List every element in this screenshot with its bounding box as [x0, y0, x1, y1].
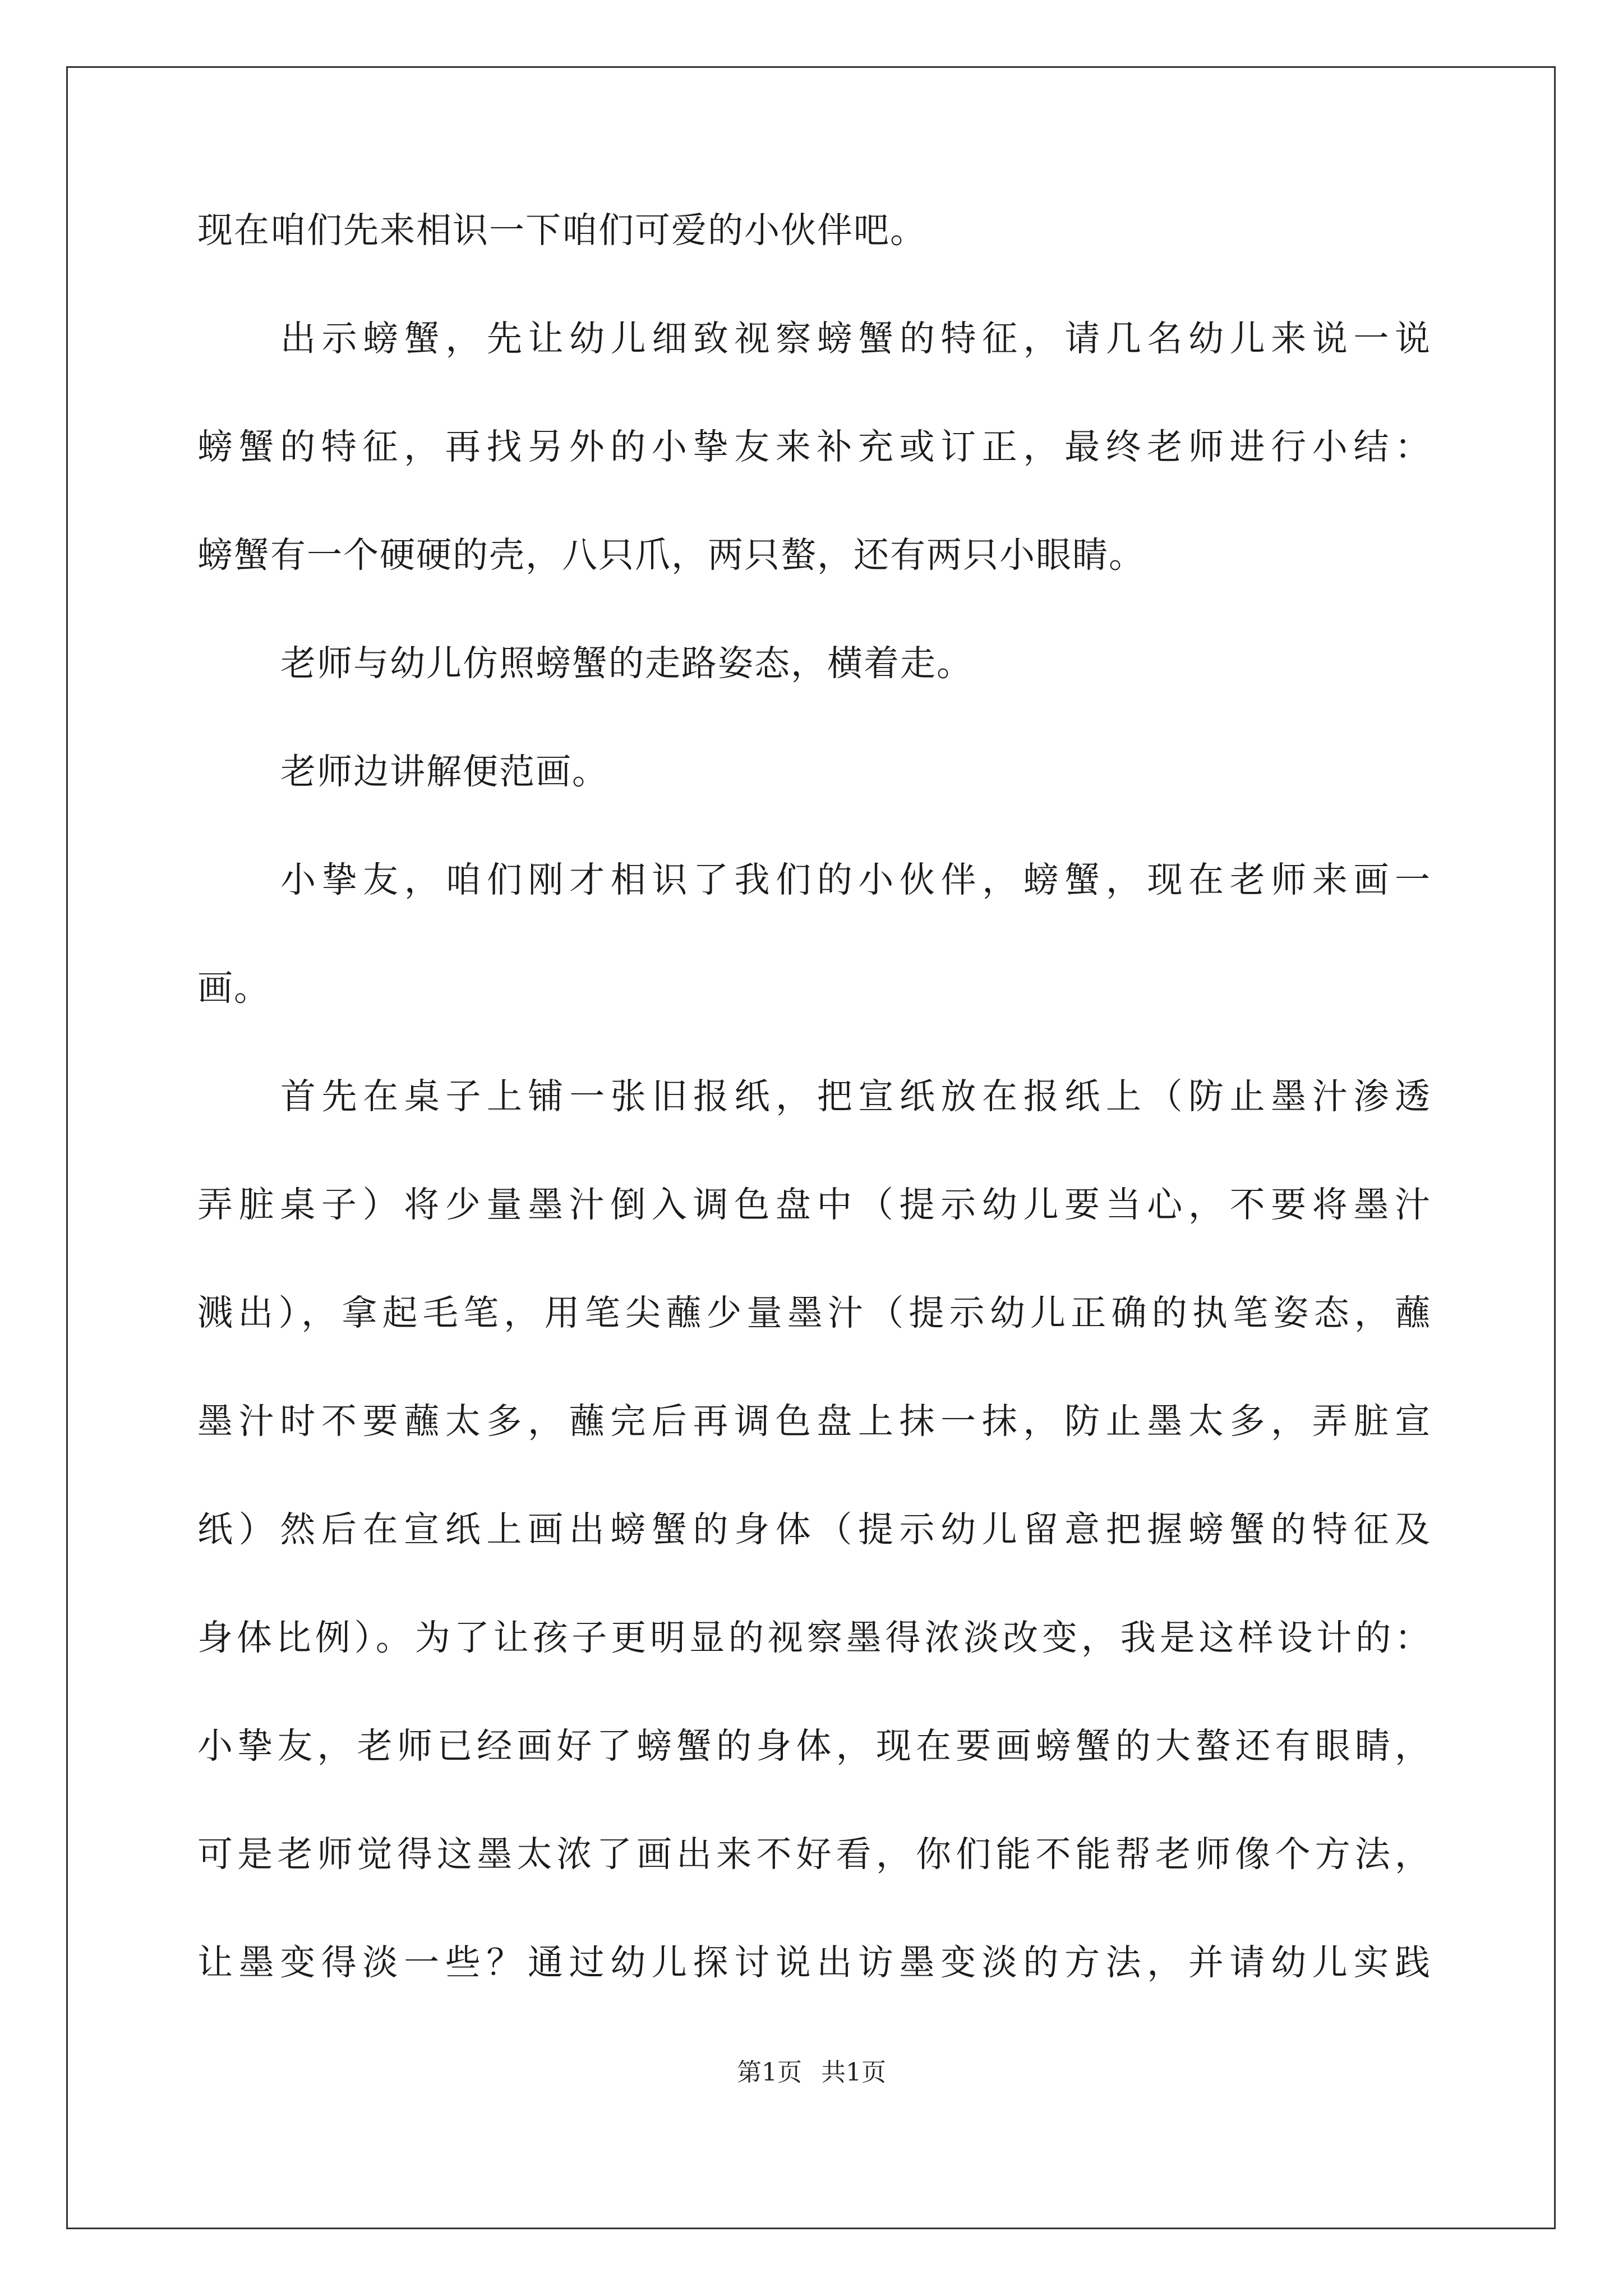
text-line: 现在咱们先来相识一下咱们可爱的小伙伴吧。	[197, 210, 926, 251]
text-line: 纸）然后在宣纸上画出螃蟹的身体（提示幼儿留意把握螃蟹的特征及	[197, 1509, 1431, 1550]
text-line: 出示螃蟹，先让幼儿细致视察螃蟹的特征，请几名幼儿来说一说	[280, 318, 1431, 359]
page-footer	[0, 2056, 1623, 2090]
text-line: 老师边讲解便范画。	[280, 751, 608, 792]
text-line: 溅出），拿起毛笔，用笔尖蘸少量墨汁（提示幼儿正确的执笔姿态，蘸	[197, 1292, 1431, 1333]
text-line: 小挚友，咱们刚才相识了我们的小伙伴，螃蟹，现在老师来画一	[280, 859, 1431, 900]
text-line: 首先在桌子上铺一张旧报纸，把宣纸放在报纸上（防止墨汁渗透	[280, 1076, 1431, 1117]
page-border	[66, 66, 1556, 2229]
page-total: 共1页	[821, 2058, 886, 2087]
text-line: 可是老师觉得这墨太浓了画出来不好看，你们能不能帮老师像个方法，	[197, 1834, 1431, 1875]
text-line: 让墨变得淡一些？通过幼儿探讨说出访墨变淡的方法，并请幼儿实践	[197, 1942, 1431, 1983]
page-number: 第1页	[737, 2058, 802, 2087]
text-line: 画。	[197, 968, 270, 1009]
text-line: 螃蟹的特征，再找另外的小挚友来补充或订正，最终老师进行小结：	[197, 426, 1431, 467]
text-line: 老师与幼儿仿照螃蟹的走路姿态，横着走。	[280, 643, 973, 684]
text-line: 身体比例）。为了让孩子更明显的视察墨得浓淡改变，我是这样设计的：	[197, 1617, 1431, 1658]
text-line: 螃蟹有一个硬硬的壳，八只爪，两只螯，还有两只小眼睛。	[197, 535, 1145, 576]
text-line: 墨汁时不要蘸太多，蘸完后再调色盘上抹一抹，防止墨太多，弄脏宣	[197, 1401, 1431, 1442]
text-line: 小挚友，老师已经画好了螃蟹的身体，现在要画螃蟹的大螯还有眼睛，	[197, 1726, 1431, 1766]
text-line: 弄脏桌子）将少量墨汁倒入调色盘中（提示幼儿要当心，不要将墨汁	[197, 1184, 1431, 1225]
